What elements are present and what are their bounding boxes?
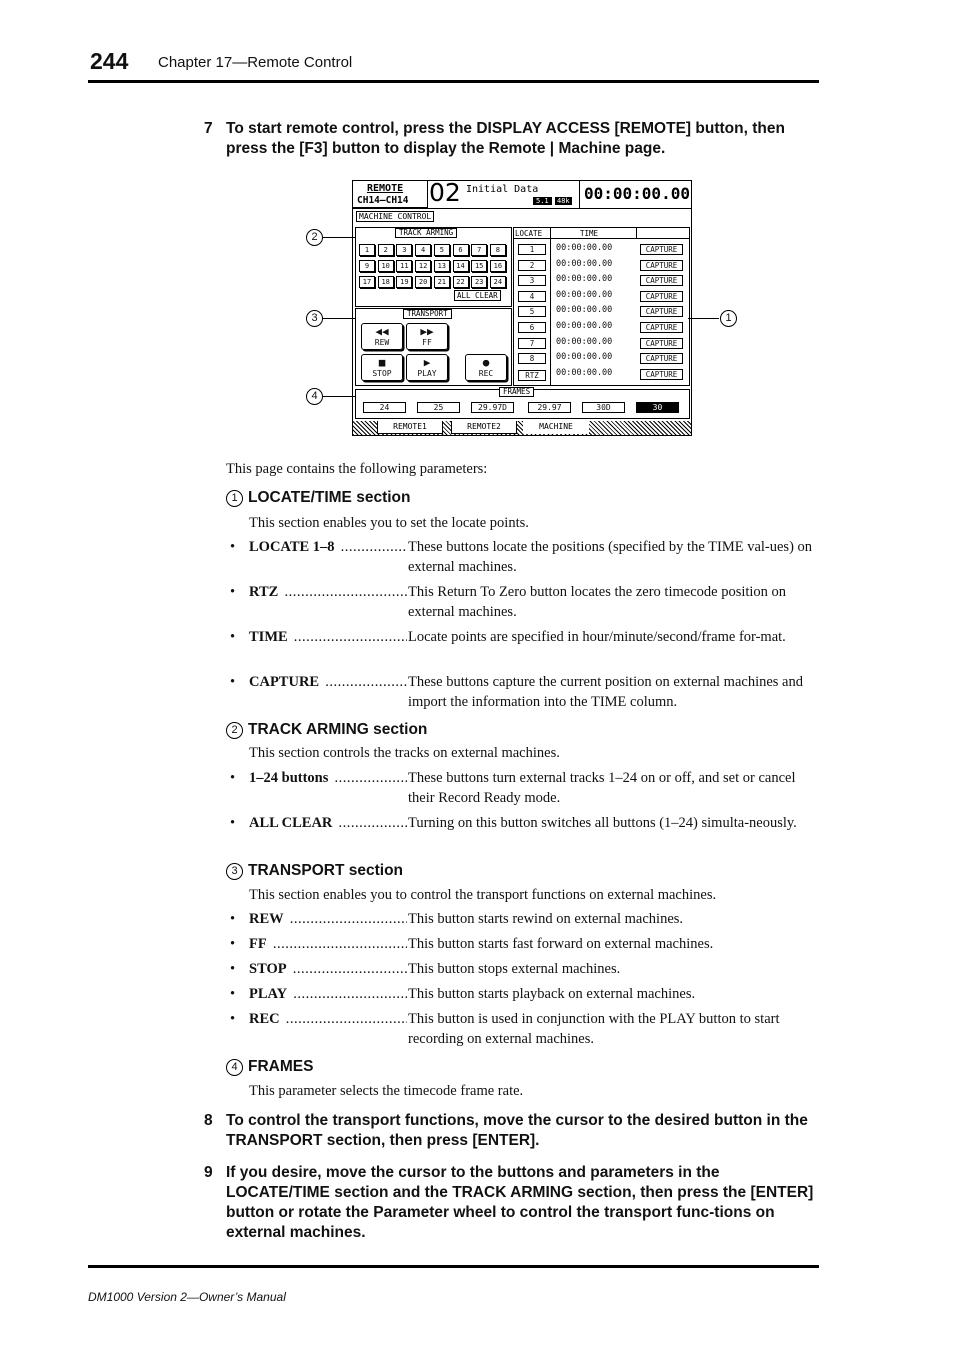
step-number: 8 xyxy=(204,1112,213,1129)
rew-button[interactable] xyxy=(361,323,403,350)
section-description: This section controls the tracks on external machines. xyxy=(249,745,560,761)
play-label: PLAY xyxy=(417,369,437,378)
frame-rate-button[interactable]: 24 xyxy=(363,402,406,413)
track-arm-button[interactable]: 4 xyxy=(415,244,431,256)
page-footer: DM1000 Version 2—Owner’s Manual xyxy=(88,1290,286,1304)
section-heading xyxy=(226,1058,313,1076)
parameter-definition: These buttons capture the current position on external machines and import the information into the TIME column. xyxy=(408,674,803,710)
capture-button[interactable]: CAPTURE xyxy=(640,353,683,364)
callout-3: 3 xyxy=(306,310,323,327)
capture-button[interactable]: CAPTURE xyxy=(640,275,683,286)
section-title: TRACK ARMING section xyxy=(248,721,428,738)
track-arm-button[interactable]: 7 xyxy=(471,244,487,256)
parameter-term xyxy=(249,768,407,788)
parameter-term xyxy=(249,582,407,602)
parameter-definition: These buttons turn external tracks 1–24 on or off, and set or cancel their Record Ready mode. xyxy=(408,770,796,806)
callout-line xyxy=(323,396,355,397)
capture-button[interactable]: CAPTURE xyxy=(640,369,683,380)
parameter-term xyxy=(249,672,407,692)
tab-remote2[interactable]: REMOTE2 xyxy=(451,421,517,434)
track-arm-button[interactable]: 18 xyxy=(378,276,394,288)
track-arm-button[interactable]: 5 xyxy=(434,244,450,256)
track-arm-button[interactable]: 11 xyxy=(396,260,412,272)
bullet: • xyxy=(230,539,236,555)
callout-2: 2 xyxy=(306,229,323,246)
track-arm-button[interactable]: 16 xyxy=(490,260,506,272)
page-header xyxy=(88,46,819,84)
parameter-term-label: 1–24 buttons xyxy=(249,770,329,786)
track-arming-label: TRACK ARMING xyxy=(395,228,457,238)
footer-rule xyxy=(88,1265,819,1268)
bullet: • xyxy=(230,1011,236,1027)
lcd-rate-badge: 48k xyxy=(557,197,570,205)
parameter-term xyxy=(249,934,407,954)
page-number: 244 xyxy=(90,48,129,74)
track-arm-button[interactable]: 8 xyxy=(490,244,506,256)
locate-button[interactable]: 6 xyxy=(518,322,546,333)
section-description: This section enables you to set the locate points. xyxy=(249,515,529,531)
rew-label: REW xyxy=(374,338,390,347)
intro-text: This page contains the following parameters: xyxy=(226,461,488,477)
capture-button[interactable]: CAPTURE xyxy=(640,244,683,255)
bullet: • xyxy=(230,770,236,786)
locate-header-rule xyxy=(513,238,689,239)
rec-label: REC xyxy=(478,369,494,378)
locate-time-value[interactable]: 00:00:00.00 xyxy=(556,367,613,378)
parameter-term-label: REW xyxy=(249,911,284,927)
rec-button[interactable] xyxy=(465,354,507,381)
track-arm-button[interactable]: 14 xyxy=(453,260,469,272)
time-header: TIME xyxy=(580,229,599,238)
track-arm-button[interactable]: 13 xyxy=(434,260,450,272)
transport-label: TRANSPORT xyxy=(403,309,452,319)
lcd-title-rule xyxy=(353,208,691,209)
locate-time-value[interactable]: 00:00:00.00 xyxy=(556,274,613,285)
machine-control-label: MACHINE CONTROL xyxy=(356,211,434,222)
chapter-title: Chapter 17—Remote Control xyxy=(158,54,353,71)
section-number: 1 xyxy=(226,490,243,507)
parameter-definition: These buttons locate the positions (specified by the TIME val-ues) on external machines. xyxy=(408,539,813,575)
track-arm-button[interactable]: 19 xyxy=(396,276,412,288)
step-text: To start remote control, press the DISPLAY ACCESS [REMOTE] button, then press the [F3] button to display the Remote | Machine page. xyxy=(226,120,785,157)
parameter-term-label: STOP xyxy=(249,961,287,977)
parameter-term-label: PLAY xyxy=(249,986,288,1002)
locate-time-value[interactable]: 00:00:00.00 xyxy=(556,321,613,331)
track-arm-button[interactable]: 1 xyxy=(359,244,375,256)
parameter-definition: This button starts playback on external machines. xyxy=(408,986,696,1002)
track-arm-button[interactable]: 9 xyxy=(359,260,375,272)
locate-time-value[interactable]: 00:00:00.00 xyxy=(556,305,613,316)
step-text: To control the transport functions, move the cursor to the desired button in the TRANSPORT section, then press [ENTER]. xyxy=(226,1112,808,1149)
bullet: • xyxy=(230,961,236,977)
track-arm-button[interactable]: 10 xyxy=(378,260,394,272)
frame-rate-button[interactable]: 30 xyxy=(636,402,679,413)
parameter-definition: Turning on this button switches all buttons (1–24) simulta-neously. xyxy=(408,815,797,831)
parameter-term-label: REC xyxy=(249,1011,280,1027)
track-arm-button[interactable]: 6 xyxy=(453,244,469,256)
lcd-channel: CH14–CH14 xyxy=(357,195,409,206)
rtz-button[interactable]: RTZ xyxy=(518,370,546,381)
section-title: LOCATE/TIME section xyxy=(248,489,411,506)
ff-button[interactable] xyxy=(406,323,448,350)
stop-icon: ■ xyxy=(378,356,386,369)
track-arm-button[interactable]: 17 xyxy=(359,276,375,288)
step-number: 7 xyxy=(204,120,213,137)
track-arm-button[interactable]: 20 xyxy=(415,276,431,288)
locate-button[interactable]: 8 xyxy=(518,353,546,364)
locate-button[interactable]: 2 xyxy=(518,260,546,271)
track-arm-button[interactable]: 12 xyxy=(415,260,431,272)
parameter-definition: This button starts fast forward on external machines. xyxy=(408,936,714,952)
header-rule xyxy=(88,80,819,83)
bullet: • xyxy=(230,584,236,600)
locate-time-value[interactable]: 00:00:00.00 xyxy=(556,289,613,300)
step-text: If you desire, move the cursor to the buttons and parameters in the LOCATE/TIME section and the TRACK ARMING section, then press the [ENTER] button or rotate the Parameter wheel to control the transport func-tions on external machines. xyxy=(226,1164,814,1241)
track-arm-button[interactable]: 21 xyxy=(434,276,450,288)
lcd-divider xyxy=(579,181,580,208)
track-arm-button[interactable]: 15 xyxy=(471,260,487,272)
parameter-term xyxy=(249,813,407,833)
lcd-surround-badge: 5.1 xyxy=(533,197,552,205)
callout-line xyxy=(323,318,355,319)
play-icon: ▶ xyxy=(423,356,431,369)
locate-time-value[interactable]: 00:00:00.00 xyxy=(556,336,613,347)
parameter-term xyxy=(249,959,407,979)
locate-time-value[interactable]: 00:00:00.00 xyxy=(556,243,613,253)
bullet: • xyxy=(230,986,236,1002)
lcd-divider xyxy=(427,181,428,208)
parameter-definition: This button starts rewind on external machines. xyxy=(408,911,684,927)
parameter-term-label: RTZ xyxy=(249,584,279,600)
lcd-scene-number: 02 xyxy=(429,178,461,207)
time-column-divider xyxy=(636,227,637,239)
section-number: 2 xyxy=(226,722,243,739)
parameter-term xyxy=(249,909,407,929)
locate-button[interactable]: 5 xyxy=(518,306,546,317)
parameter-definition: Locate points are specified in hour/minute/second/frame for-mat. xyxy=(408,629,786,645)
bullet: • xyxy=(230,815,236,831)
section-number: 3 xyxy=(226,863,243,880)
callout-line xyxy=(688,318,719,319)
locate-button[interactable]: 1 xyxy=(518,244,546,255)
parameter-term-label: ALL CLEAR xyxy=(249,815,333,831)
ff-label: FF xyxy=(422,338,432,347)
capture-button[interactable]: CAPTURE xyxy=(640,291,683,302)
rewind-icon: ◀◀ xyxy=(375,325,389,338)
bullet: • xyxy=(230,674,236,690)
locate-time-value[interactable]: 00:00:00.00 xyxy=(556,352,613,363)
capture-button[interactable]: CAPTURE xyxy=(640,306,683,317)
callout-line xyxy=(323,237,355,238)
section-number: 4 xyxy=(226,1059,243,1076)
stop-button[interactable] xyxy=(361,354,403,381)
track-arm-button[interactable]: 22 xyxy=(453,276,469,288)
play-button[interactable] xyxy=(406,354,448,381)
parameter-term-label: LOCATE 1–8 xyxy=(249,539,335,555)
parameter-term-label: CAPTURE xyxy=(249,674,320,690)
parameter-definition: This Return To Zero button locates the zero timecode position on external machines. xyxy=(408,584,787,620)
locate-button[interactable]: 4 xyxy=(518,291,546,302)
lcd-title: REMOTE xyxy=(367,183,404,194)
section-title: TRANSPORT section xyxy=(248,862,404,879)
track-arm-button[interactable]: 3 xyxy=(396,244,412,256)
parameter-term xyxy=(249,627,407,647)
frame-rate-button[interactable]: 29.97 xyxy=(528,402,571,413)
callout-4: 4 xyxy=(306,388,323,405)
lcd-screen xyxy=(352,180,692,436)
frame-rate-button[interactable]: 25 xyxy=(417,402,460,413)
bullet: • xyxy=(230,936,236,952)
section-heading xyxy=(226,721,427,739)
track-arm-button[interactable]: 2 xyxy=(378,244,394,256)
capture-button[interactable]: CAPTURE xyxy=(640,338,683,349)
parameter-term-label: FF xyxy=(249,936,267,952)
bullet: • xyxy=(230,911,236,927)
stop-label: STOP xyxy=(372,369,392,378)
locate-header: LOCATE xyxy=(515,229,543,238)
capture-button[interactable]: CAPTURE xyxy=(640,322,683,333)
locate-column-divider xyxy=(550,227,551,385)
frame-rate-button[interactable]: 29.97D xyxy=(471,402,514,413)
parameter-term xyxy=(249,1009,407,1029)
locate-time-value[interactable]: 00:00:00.00 xyxy=(556,258,613,269)
locate-button[interactable]: 3 xyxy=(518,275,546,286)
frames-label: FRAMES xyxy=(499,387,534,397)
section-title: FRAMES xyxy=(248,1058,314,1075)
fast-forward-icon: ▶▶ xyxy=(420,325,434,338)
parameter-term xyxy=(249,537,407,557)
step-number: 9 xyxy=(204,1164,213,1181)
callout-1: 1 xyxy=(720,310,737,327)
lcd-scene-name: Initial Data xyxy=(466,184,539,195)
parameter-definition: This button stops external machines. xyxy=(408,961,621,977)
capture-button[interactable]: CAPTURE xyxy=(640,260,683,271)
section-heading xyxy=(226,862,403,880)
track-arm-button[interactable]: 23 xyxy=(471,276,487,288)
frame-rate-button[interactable]: 30D xyxy=(582,402,625,413)
parameter-term-label: TIME xyxy=(249,629,288,645)
parameter-term xyxy=(249,984,407,1004)
locate-button[interactable]: 7 xyxy=(518,338,546,349)
section-description: This section enables you to control the transport functions on external machines. xyxy=(249,887,717,903)
bullet: • xyxy=(230,629,236,645)
section-heading xyxy=(226,489,410,507)
section-description: This parameter selects the timecode frame rate. xyxy=(249,1083,524,1099)
all-clear-button[interactable]: ALL CLEAR xyxy=(454,290,501,301)
tab-machine[interactable]: MACHINE xyxy=(523,421,589,434)
tab-remote1[interactable]: REMOTE1 xyxy=(377,421,443,434)
parameter-definition: This button is used in conjunction with the PLAY button to start recording on external machines. xyxy=(408,1011,780,1047)
record-icon: ● xyxy=(482,356,490,369)
track-arm-button[interactable]: 24 xyxy=(490,276,506,288)
lcd-timecode: 00:00:00.00 xyxy=(584,184,690,203)
